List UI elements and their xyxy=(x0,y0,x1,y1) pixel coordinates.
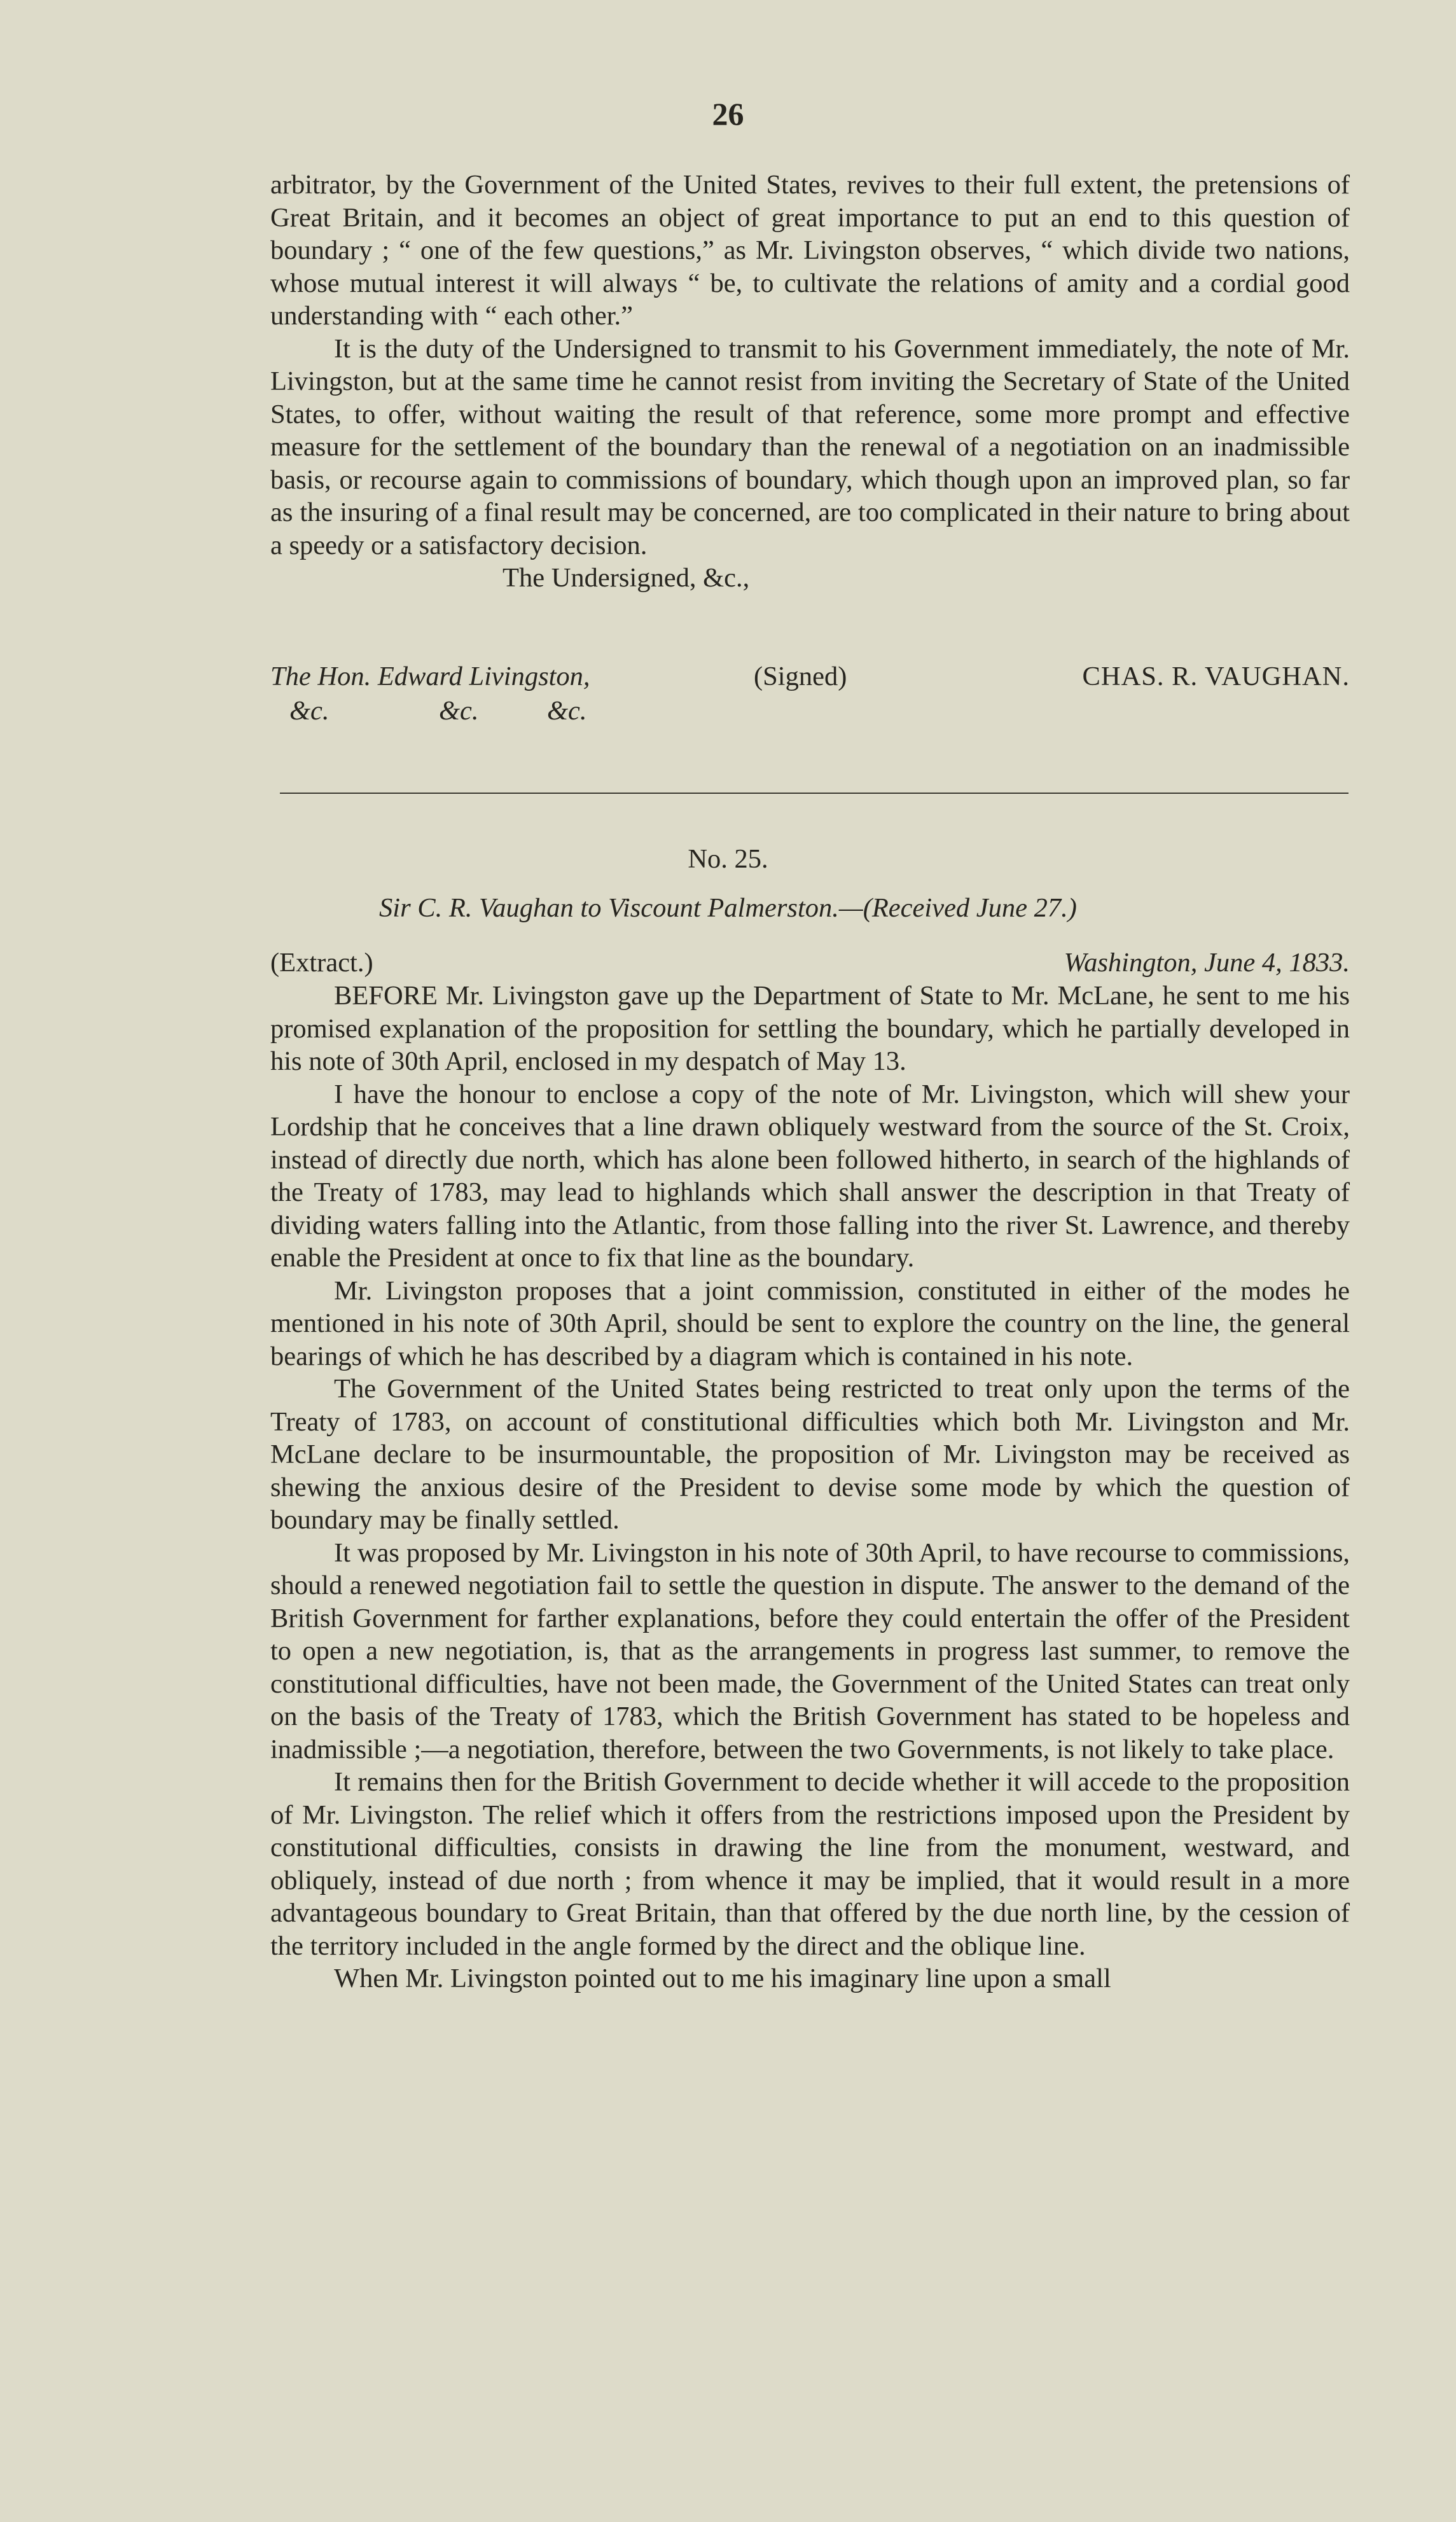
addressee: The Hon. Edward Livingston, xyxy=(270,662,590,691)
extract-label: (Extract.) xyxy=(270,948,373,978)
page-number: 26 xyxy=(712,96,744,132)
section-one-body xyxy=(270,169,1350,595)
paragraph: It remains then for the British Government to decide whether it will accede to the proposition of Mr. Livingston. The relief which it offers from the restrictions imposed upon the President by constitutional difficulties, consists in drawing the line from the monument, westward, and obliquely, instead of due north ; from whence it may be implied, that it would result in a more advantageous boundary to Great Britain, than that offered by the due north line, by the cession of the territory included in the angle formed by the direct and the oblique line. xyxy=(270,1767,1350,1961)
paragraph: BEFORE Mr. Livingston gave up the Department of State to Mr. McLane, he sent to me his promised explanation of the proposition for settling the boundary, which he partially developed in his note of 30th April, enclosed in my despatch of May 13. xyxy=(270,981,1350,1076)
signature-line xyxy=(270,660,1350,693)
document-title: Sir C. R. Vaughan to Viscount Palmerston.—(Received June 27.) xyxy=(379,893,1077,923)
extract-line xyxy=(270,946,1350,980)
signatory: CHAS. R. VAUGHAN. xyxy=(1082,662,1350,691)
paragraph: The Government of the United States being restricted to treat only upon the terms of the Treaty of 1783, on account of constitutional difficulties which both Mr. Livingston and Mr. McLane declare to be insurmountable, the proposition of Mr. Livingston may be received as shewing the anxious desire of the President to devise some mode by which the question of boundary may be finally settled. xyxy=(270,1374,1350,1535)
etc-mark: &c. xyxy=(547,696,587,726)
etc-mark: &c. xyxy=(439,696,479,726)
place-date: Washington, June 4, 1833. xyxy=(1064,948,1350,978)
section-two-body xyxy=(270,980,1350,1995)
section-divider xyxy=(280,793,1349,794)
paragraph: I have the honour to enclose a copy of the note of Mr. Livingston, which will shew your Lordship that he conceives that a line drawn obliquely westward from the source of the St. Croix, instead of directly due north, which has alone been followed hitherto, in search of the highlands of the Treaty of 1783, may lead to highlands which shall answer the description in that Treaty of dividing waters falling into the Atlantic, from those falling into the river St. Lawrence, and thereby enable the President at once to fix that line as the boundary. xyxy=(270,1079,1350,1273)
paragraph: It is the duty of the Undersigned to transmit to his Government immediately, the note of Mr. Livingston, but at the same time he cannot resist from inviting the Secretary of State of the United States, to offer, without waiting the result of that reference, some more prompt and effective measure for the settlement of the boundary than the renewal of a negotiation on an inadmissible basis, or recourse again to commissions of boundary, which though upon an improved plan, so far as the insuring of a final result may be concerned, are too complicated in their nature to bring about a speedy or a satisfactory decision. xyxy=(270,333,1350,560)
signed-label: (Signed) xyxy=(754,662,847,691)
paragraph: When Mr. Livingston pointed out to me his imaginary line upon a small xyxy=(334,1964,1111,1993)
closing-formula: The Undersigned, &c., xyxy=(503,563,750,593)
etc-line xyxy=(270,695,1350,728)
etc-mark: &c. xyxy=(289,696,329,726)
paragraph: It was proposed by Mr. Livingston in his note of 30th April, to have recourse to commissions, should a renewed negotiation fail to settle the question in dispute. The answer to the demand of the British Government for farther explanations, before they could entertain the offer of the President to open a new negotiation, is, that as the arrangements in progress last summer, to remove the constitutional difficulties, have not been made, the Government of the United States can treat only on the basis of the Treaty of 1783, which the British Government has stated to be hopeless and inadmissible ;—a negotiation, therefore, between the two Governments, is not likely to take place. xyxy=(270,1537,1350,1764)
paragraph: Mr. Livingston proposes that a joint commission, constituted in either of the modes he mentioned in his note of 30th April, should be sent to explore the country on the line, the general bearings of which he has described by a diagram which is contained in his note. xyxy=(270,1275,1350,1371)
document-number: No. 25. xyxy=(688,844,768,874)
paragraph: arbitrator, by the Government of the United States, revives to their full extent, the pretensions of Great Britain, and it becomes an object of great importance to put an end to this question of boundary ; “ one of the few questions,” as Mr. Livingston observes, “ which divide two nations, whose mutual interest it will always “ be, to cultivate the relations of amity and a cordial good understanding with “ each other.” xyxy=(270,170,1350,331)
